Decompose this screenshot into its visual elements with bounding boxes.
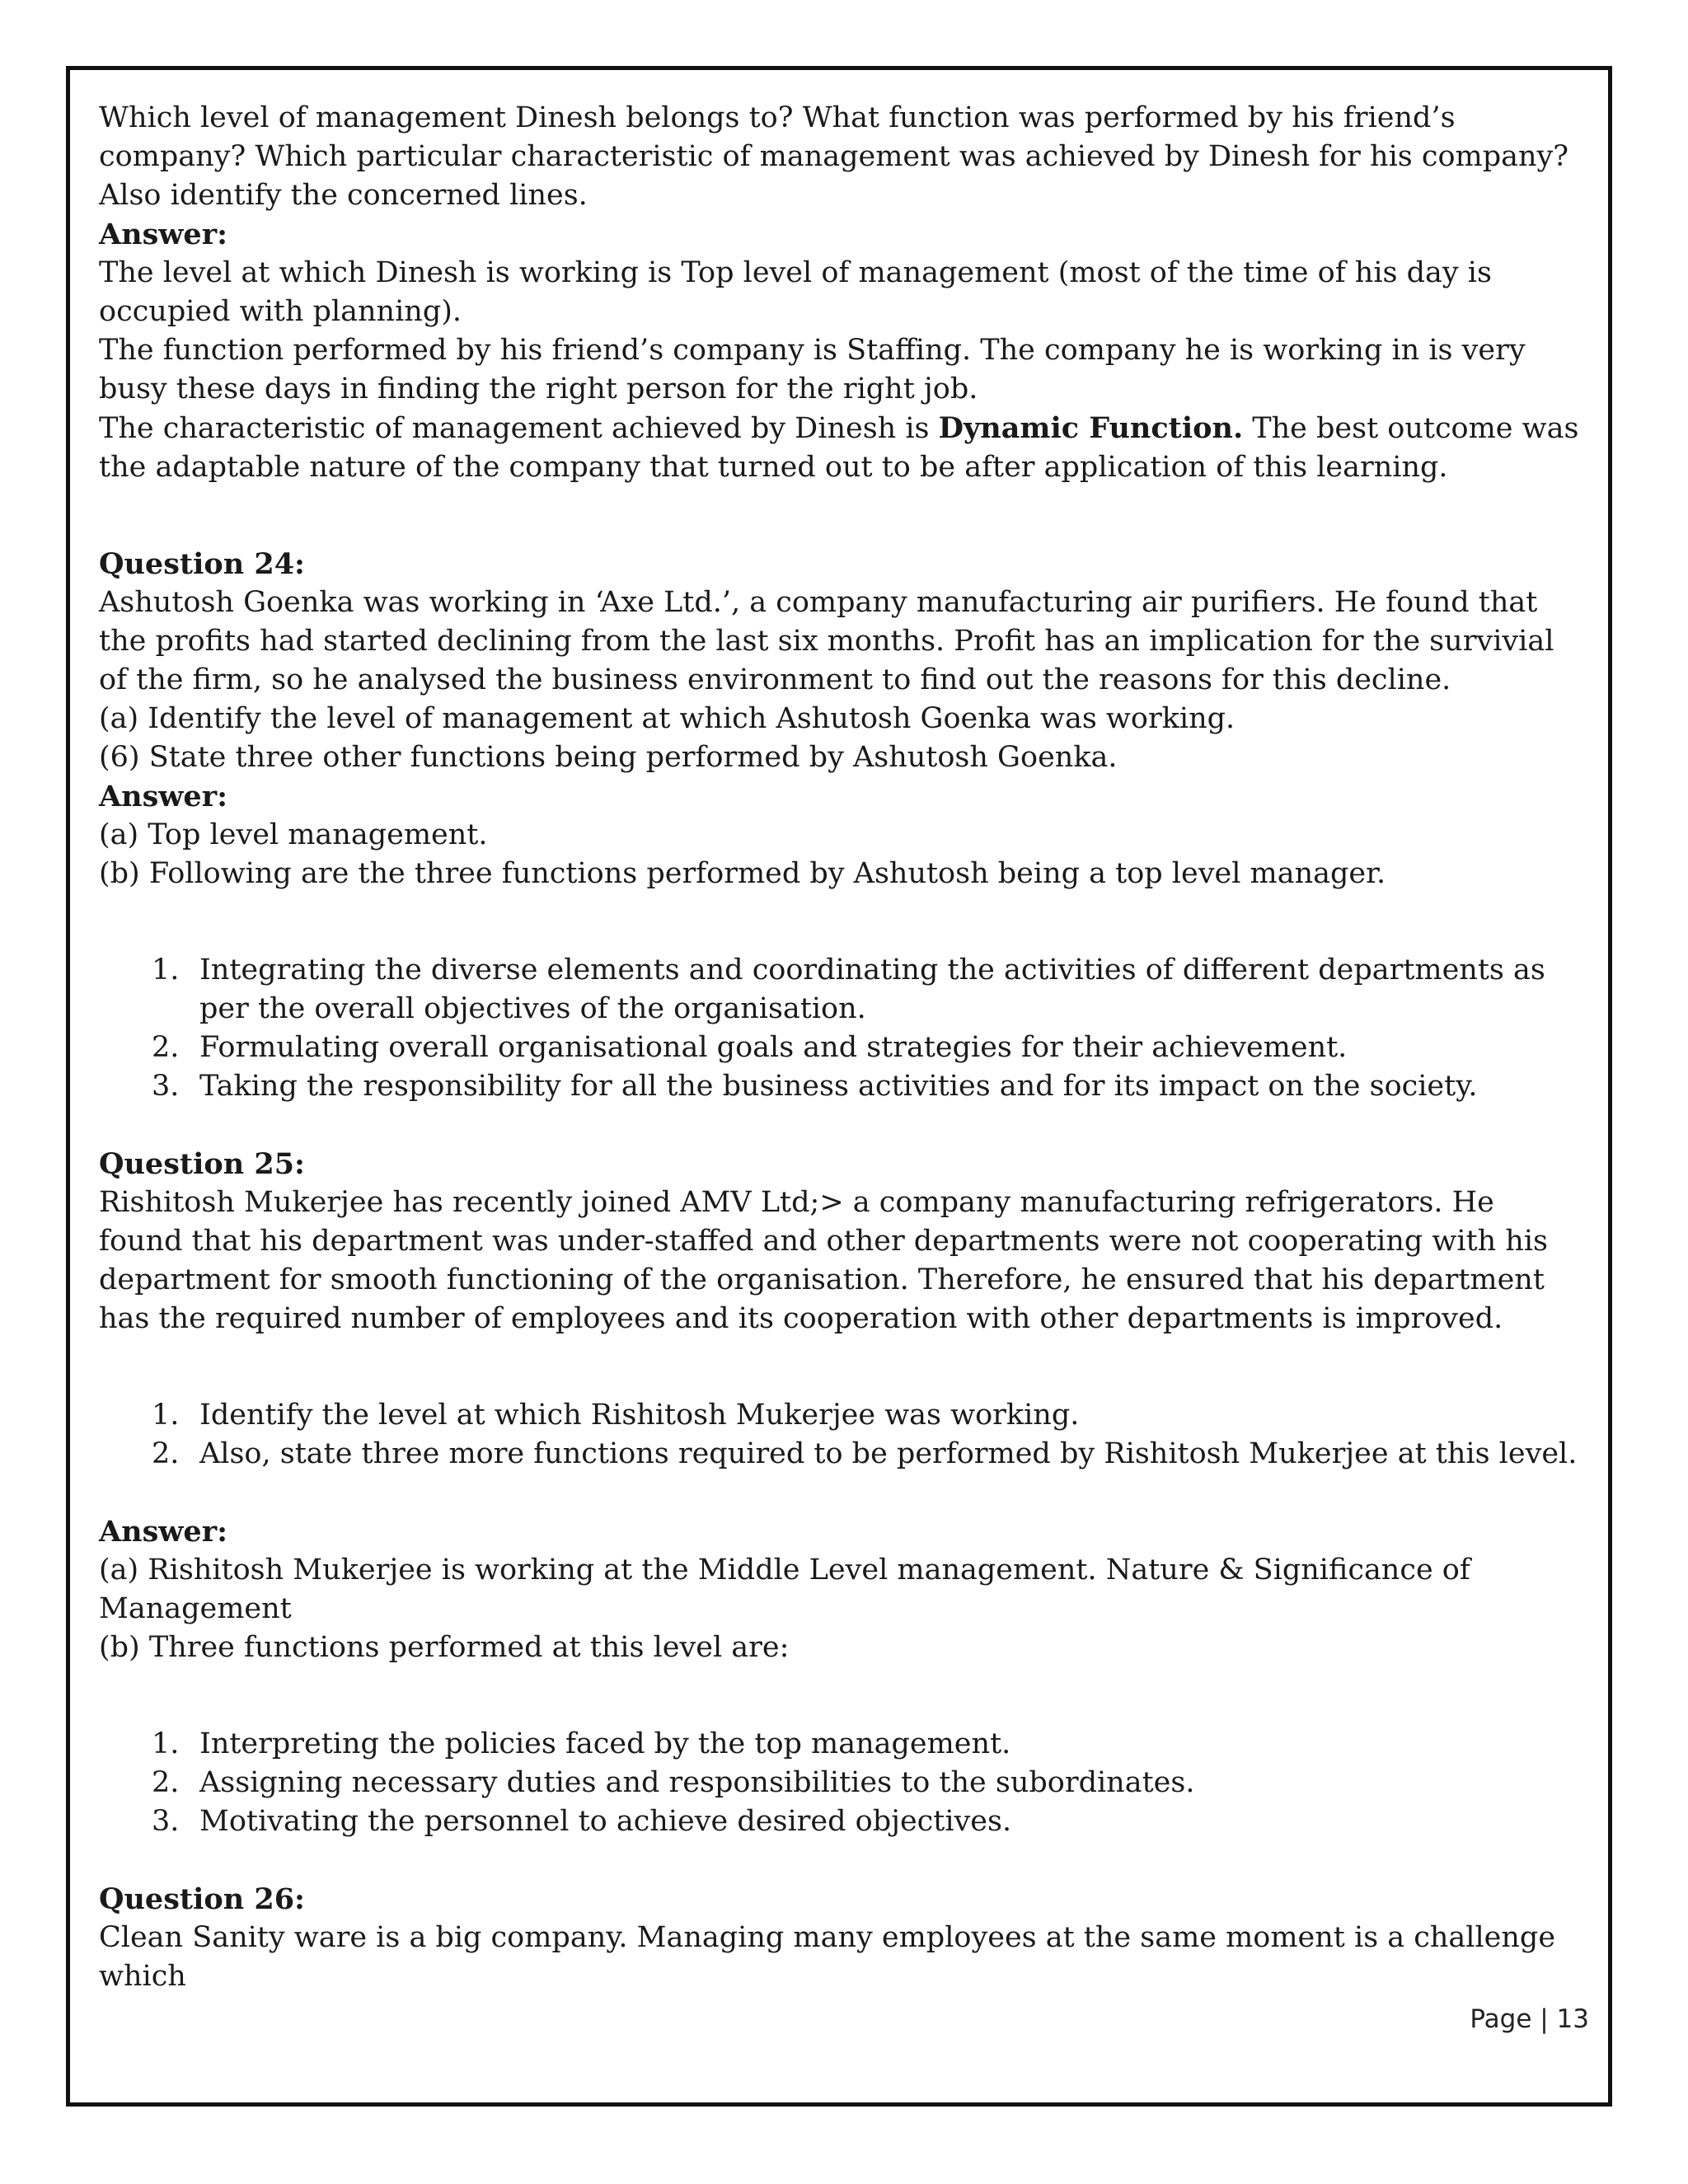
question-24-answer-label: Answer: [99,780,228,813]
list-item-text: Also, state three more functions required to be performed by Rishitosh Mukerjee at this level. [199,1437,1578,1470]
list-number: 1. [152,1727,180,1760]
document-body [99,99,1582,1996]
intro-answer-paragraph-2: The function performed by his friend’s company is Staffing. The company he is working in is very busy these days in finding the right person for the right job. [99,334,1526,405]
page-number: Page | 13 [1470,2004,1589,2034]
intro-answer-paragraph-3 [99,409,1582,487]
list-item [99,1725,1582,1764]
intro-answer-paragraph-1: The level at which Dinesh is working is Top level of management (most of the time of his day is occupied with planning). [99,256,1492,328]
question-25-answer-label: Answer: [99,1515,228,1549]
list-number: 1. [152,954,180,987]
list-item-text: Motivating the personnel to achieve desired objectives. [199,1805,1012,1838]
list-item [99,1764,1582,1802]
intro-answer-p3-bold: Dynamic Function. [938,411,1244,445]
list-item-text: Integrating the diverse elements and coordinating the activities of different departments as per the overall objectives of the organisation. [199,954,1545,1025]
list-number: 2. [152,1031,180,1064]
question-24-answer-b: (b) Following are the three functions performed by Ashutosh being a top level manager. [99,857,1386,890]
question-25-text: Rishitosh Mukerjee has recently joined AMV Ltd;> a company manufacturing refrigerators. He found that his department was under-staffed and other departments were not cooperating with his department for smooth functioning of the organisation. Therefore, he ensured that his department has the required number of employees and its cooperation with other departments is improved. [99,1186,1548,1335]
question-24-answer-a: (a) Top level management. [99,818,488,851]
list-item [99,1396,1582,1435]
question-25-question-list [99,1396,1582,1474]
list-number: 2. [152,1437,180,1470]
list-item [99,1029,1582,1067]
question-24-part-b: (6) State three other functions being performed by Ashutosh Goenka. [99,741,1118,774]
question-24-function-list [99,951,1582,1106]
question-25-function-list [99,1725,1582,1841]
list-number: 1. [152,1399,180,1432]
question-24-part-a: (a) Identify the level of management at which Ashutosh Goenka was working. [99,702,1236,735]
list-item [99,951,1582,1029]
list-number: 3. [152,1070,180,1103]
list-item-text: Taking the responsibility for all the business activities and for its impact on the society. [199,1070,1478,1103]
list-number: 3. [152,1805,180,1838]
list-item-text: Formulating overall organisational goals and strategies for their achievement. [199,1031,1348,1064]
list-item [99,1802,1582,1841]
intro-question-text: Which level of management Dinesh belongs to? What function was performed by his friend’s company? Which particular characteristic of management was achieved by Dinesh for his company? Also identify the concerned lines. [99,101,1569,212]
question-24-text: Ashutosh Goenka was working in ‘Axe Ltd.’, a company manufacturing air purifiers. He found that the profits had started declining from the last six months. Profit has an implication for the survivial of the firm, so he analysed the business environment to find out the reasons for this decline. [99,586,1554,696]
question-24-heading: Question 24: [99,547,305,581]
list-item-text: Identify the level at which Rishitosh Mukerjee was working. [199,1399,1080,1432]
question-25-answer-a: (a) Rishitosh Mukerjee is working at the Middle Level management. Nature & Significance of Management [99,1554,1470,1625]
list-item [99,1435,1582,1474]
list-item-text: Interpreting the policies faced by the top management. [199,1727,1011,1760]
list-item [99,1067,1582,1106]
question-25-answer-b: (b) Three functions performed at this level are: [99,1631,790,1664]
list-item-text: Assigning necessary duties and responsibilities to the subordinates. [199,1766,1195,1799]
question-26-text: Clean Sanity ware is a big company. Managing many employees at the same moment is a challenge which [99,1921,1556,1993]
question-26-heading: Question 26: [99,1882,305,1916]
intro-answer-p3-prefix: The characteristic of management achieved by Dinesh is [99,412,939,445]
question-25-heading: Question 25: [99,1147,305,1181]
intro-answer-p3-suffix: The best outcome was the adaptable nature of the company that turned out to be after application of this learning. [99,412,1579,484]
intro-answer-label: Answer: [99,218,228,251]
list-number: 2. [152,1766,180,1799]
